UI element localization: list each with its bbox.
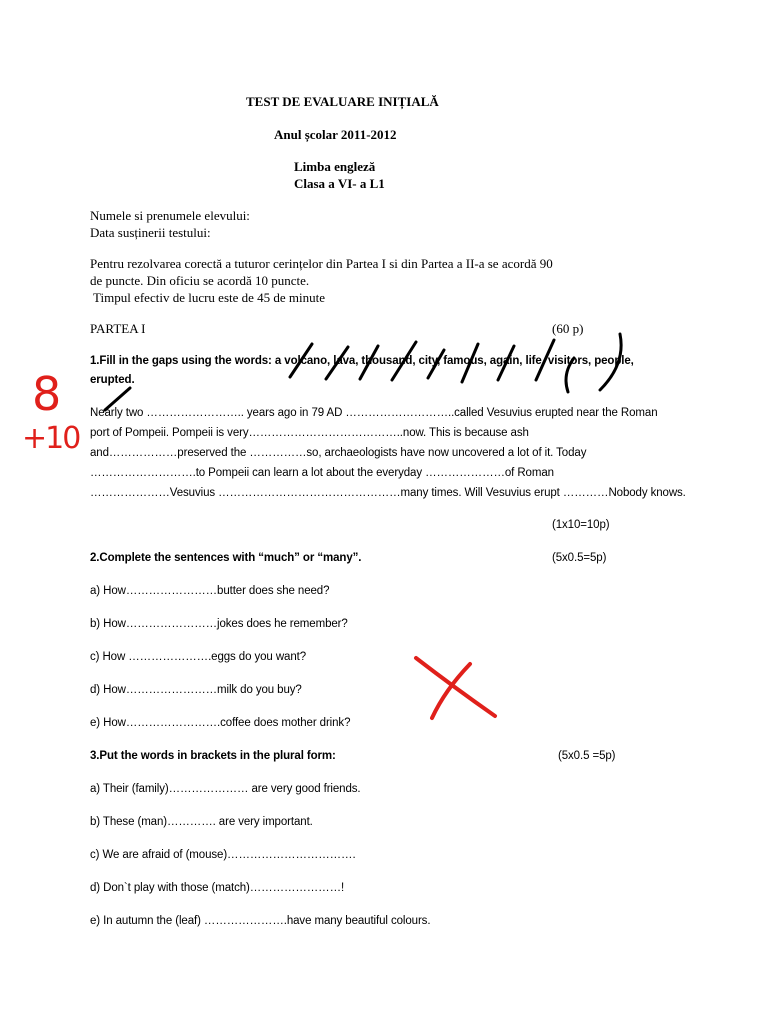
ex1-instruction-line-1: 1.Fill in the gaps using the words: a volcano, lava, thousand, city, famous, again, life, visitors, people, (90, 355, 634, 367)
ex2-item: b) How……………………jokes does he remember? (90, 618, 348, 630)
ex1-text-line: Nearly two …………………….. years ago in 79 AD ………………………..called Vesuvius erupted near the Roman (90, 407, 658, 419)
bonus-mark: +10 (22, 421, 80, 456)
test-title: TEST DE EVALUARE INIȚIALĂ (246, 94, 439, 109)
ex2-score: (5x0.5=5p) (552, 552, 607, 564)
ex3-item: d) Don`t play with those (match)……………………! (90, 882, 345, 894)
subject: Limba engleză (294, 159, 376, 174)
ex2-item: a) How……………………butter does she need? (90, 585, 330, 597)
ex2-item: e) How…………………….coffee does mother drink? (90, 717, 351, 729)
answer-ticks (105, 334, 621, 410)
ex3-score: (5x0.5 =5p) (558, 750, 616, 762)
ex2-item: d) How……………………milk do you buy? (90, 684, 302, 696)
ex2-title: 2.Complete the sentences with “much” or “many”. (90, 552, 362, 564)
score-mark: 8 (32, 367, 62, 421)
ex2-item: c) How ………………….eggs do you want? (90, 651, 307, 663)
part-1-points: (60 p) (552, 321, 584, 336)
part-1-title: PARTEA I (90, 321, 146, 336)
ex1-text-line: port of Pompeii. Pompeii is very…………………………………..now. This is because ash (90, 427, 529, 439)
grade: Clasa a VI- a L1 (294, 176, 385, 191)
instructions-line-3: Timpul efectiv de lucru este de 45 de minute (90, 290, 326, 305)
ex3-title: 3.Put the words in brackets in the plural form: (90, 750, 336, 762)
ex1-text-line: and………………preserved the ……………so, archaeologists have now uncovered a lot of it. Today (90, 447, 587, 459)
ex1-instruction-line-2: erupted. (90, 374, 135, 386)
ex1-score: (1x10=10p) (552, 519, 610, 531)
student-name-label: Numele si prenumele elevului: (90, 208, 250, 223)
instructions-line-1: Pentru rezolvarea corectă a tuturor cerințelor din Partea I si din Partea a II-a se acordă 90 (90, 256, 553, 271)
red-cross-mark (416, 658, 495, 718)
ex3-item: e) In autumn the (leaf) ………………….have many beautiful colours. (90, 915, 431, 927)
school-year: Anul școlar 2011-2012 (274, 127, 397, 142)
ex1-text-line: …………………Vesuvius …………………………………………many times. Will Vesuvius erupt …………Nobody knows. (90, 487, 686, 499)
ex1-text-line: ……………………….to Pompeii can learn a lot about the everyday …………………of Roman (90, 467, 554, 479)
instructions-line-2: de puncte. Din oficiu se acordă 10 puncte. (90, 273, 310, 288)
ex3-item: a) Their (family)………………… are very good friends. (90, 783, 361, 795)
ex3-item: b) These (man)…………. are very important. (90, 816, 313, 828)
test-date-label: Data susținerii testului: (90, 225, 211, 240)
ex3-item: c) We are afraid of (mouse)……………………………. (90, 849, 356, 861)
